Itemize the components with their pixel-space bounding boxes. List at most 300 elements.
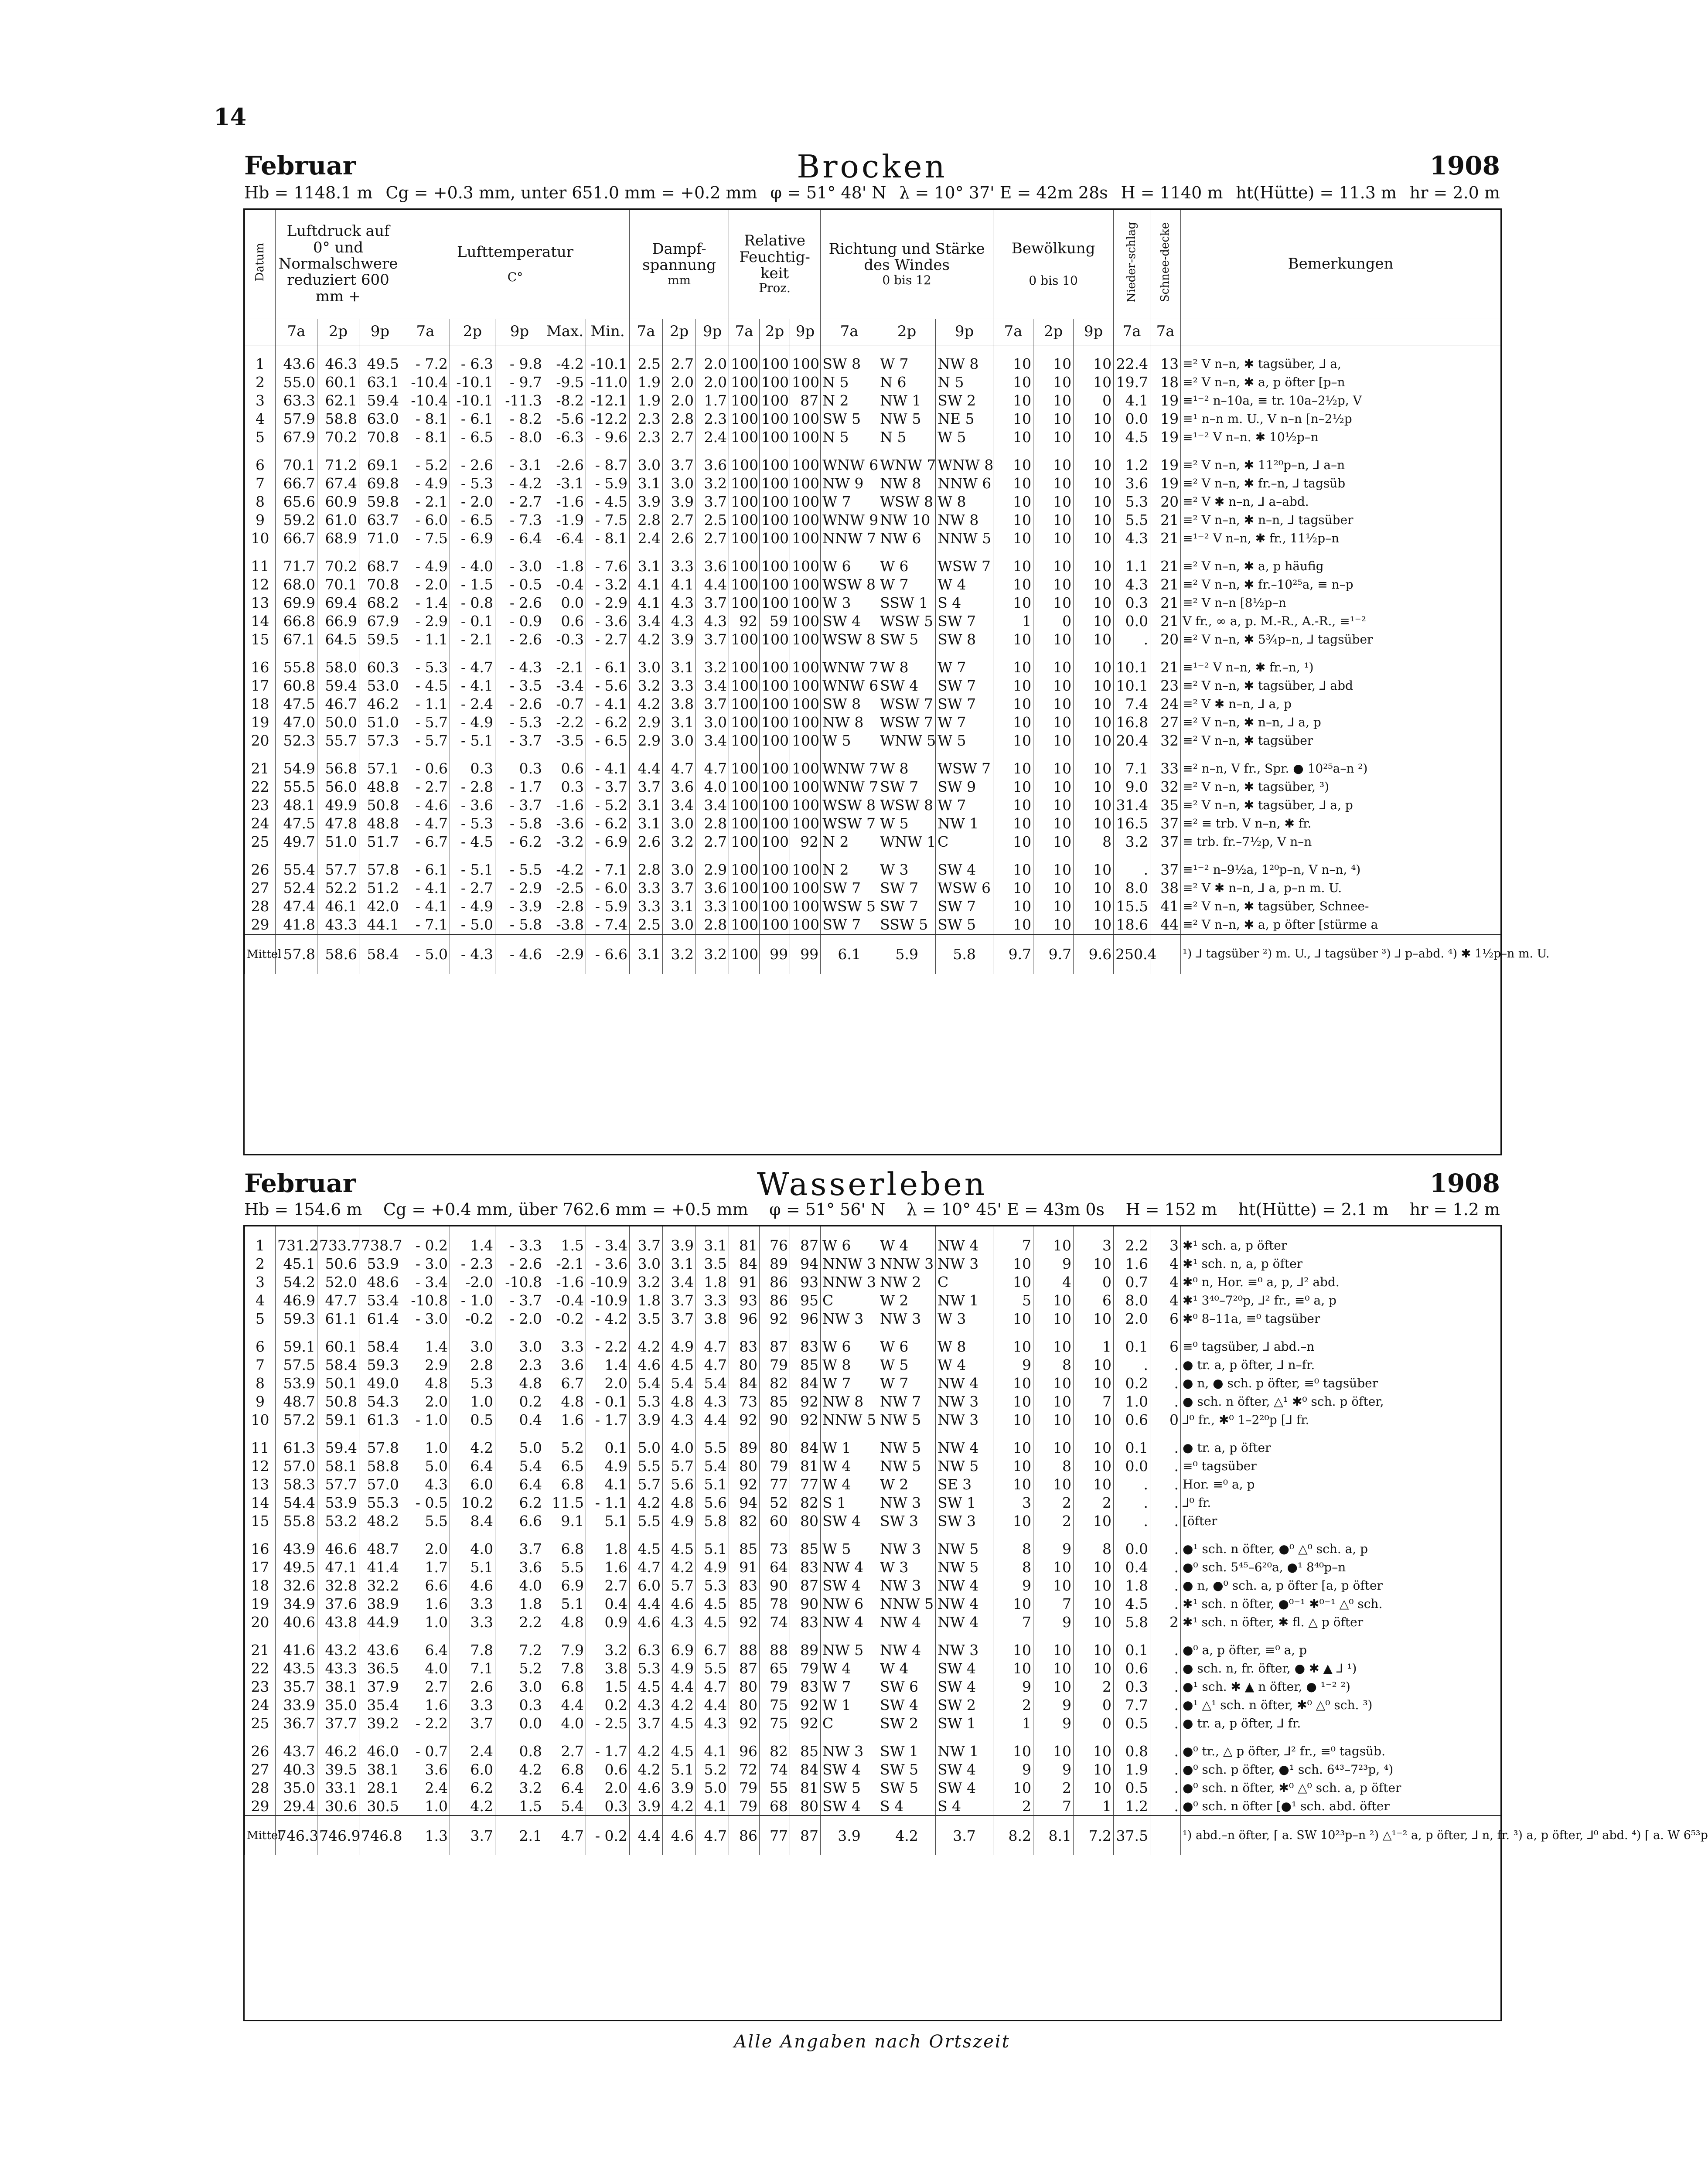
table-cell: 10 [993,1475,1033,1493]
table-cell: 0 [1150,1410,1181,1429]
table-spacer [245,851,1501,861]
table-cell: - 3.1 [495,456,544,474]
table-cell: 2.0 [401,1392,450,1410]
table-cell: 5.5 [1114,511,1150,529]
table-cell: 3.9 [663,630,696,649]
table-cell: 92 [729,1613,760,1631]
const-hb-2: Hb = 154.6 m [244,1200,362,1219]
remark-cell: ✱⁰ n, Hor. ≡⁰ a, p, ⅃² abd. [1181,1273,1501,1291]
remark-cell: ✱¹ sch. n öfter, ✱ fl. △ p öfter [1181,1613,1501,1631]
table-cell: 4.0 [544,1714,586,1732]
table-cell: 6.4 [544,1778,586,1797]
table-cell: N 5 [821,428,878,446]
table-cell: 48.7 [276,1392,317,1410]
table-cell: 3.1 [663,1254,696,1273]
table-cell: 0.0 [1114,410,1150,428]
table-cell: 1.8 [630,1291,663,1309]
table-cell: . [1150,1558,1181,1576]
table-cell: - 1.0 [401,1410,450,1429]
table-cell: - 1.7 [586,1742,630,1760]
table-cell: 3.0 [663,916,696,934]
table-cell: 10 [1033,861,1074,879]
table-cell: 5.2 [495,1659,544,1677]
table-cell: 48.8 [359,814,401,833]
table-cell: NW 5 [936,1540,993,1558]
table-cell: -6.3 [544,428,586,446]
table-cell: N 5 [878,428,936,446]
table-cell: 8 [993,1558,1033,1576]
table-cell: 10 [1033,1236,1074,1254]
table-cell: 72 [729,1760,760,1778]
table-cell: 5.5 [696,1438,729,1457]
table-cell: 70.8 [359,576,401,594]
section2-header [244,1168,1500,1203]
table-cell: 22.4 [1114,355,1150,373]
table-cell: - 2.2 [401,1714,450,1732]
datum-cell: 26 [245,1742,276,1760]
table-cell: 3.1 [630,796,663,814]
table-cell: SW 8 [821,355,878,373]
table-cell: -1.8 [544,557,586,576]
datum-cell: 2 [245,373,276,392]
table-cell: 4.5 [1114,1594,1150,1613]
remark-cell: ✱¹ sch. n öfter, ●⁰⁻¹ ✱⁰⁻¹ △⁰ sch. [1181,1594,1501,1613]
table-cell: 10 [993,1641,1033,1659]
table-cell: 4.4 [696,1410,729,1429]
remark-cell: ≡² V n–n, ✱ tagsüber, ³) [1181,778,1500,796]
table-cell: 10 [1033,474,1074,493]
remark-cell: ● tr. a, p öfter, ⅃ fr. [1181,1714,1501,1732]
table-cell: 4.8 [544,1613,586,1631]
table-cell: 63.7 [359,511,401,529]
datum-cell: 10 [245,529,276,548]
table-cell: NW 8 [821,713,878,732]
table-cell: 40.3 [276,1760,317,1778]
table-cell: SW 9 [936,778,993,796]
table-cell: 57.8 [359,861,401,879]
table-spacer [245,649,1501,658]
table-cell: 23 [1150,677,1181,695]
table-cell: 19 [1150,456,1181,474]
table-cell: NW 3 [821,1309,878,1328]
table-cell: 60.3 [359,658,401,677]
table-cell: W 4 [936,576,993,594]
table-cell: - 6.1 [586,658,630,677]
table-cell: 80 [729,1696,760,1714]
table-cell: 51.2 [359,879,401,897]
table-cell: - 5.1 [450,861,495,879]
table-cell: SW 7 [936,897,993,916]
table-cell: 57.5 [276,1356,317,1374]
table-cell: 51.0 [359,713,401,732]
table-cell: W 7 [821,493,878,511]
table-row [245,814,1501,833]
table-cell: 55.8 [276,1512,317,1530]
table-cell: 3.1 [630,814,663,833]
table-cell: 65 [760,1659,790,1677]
table-cell: 82 [760,1374,790,1392]
table-cell: 10 [1033,594,1074,612]
table-cell: NW 4 [878,1641,936,1659]
table-cell: SW 5 [878,1778,936,1797]
table-cell: 10 [1033,1392,1074,1410]
table-cell: W 3 [821,594,878,612]
table-cell: NW 3 [878,1493,936,1512]
table-cell: 0.0 [1114,1540,1150,1558]
remark-cell: ≡² V ✱ n–n, ⅃ a, p [1181,695,1500,713]
datum-cell: 17 [245,1558,276,1576]
table-cell: 92 [790,1696,821,1714]
table-cell: N 2 [821,861,878,879]
table-cell: - 4.3 [495,658,544,677]
table-row [245,428,1501,446]
table-cell: 4.1 [696,1742,729,1760]
table-cell: NW 4 [936,1236,993,1254]
table-cell: - 0.1 [450,612,495,630]
table-cell: 89 [760,1254,790,1273]
table-cell: 5.5 [630,1512,663,1530]
section2-table-frame [243,1225,1708,2021]
table-cell: 53.9 [359,1254,401,1273]
table-cell: 100 [760,916,790,934]
table-cell: 10 [1074,814,1114,833]
table-cell: - 5.9 [586,897,630,916]
remark-cell: ≡² V n–n, ✱ tagsüber [1181,732,1500,750]
table-cell: 100 [790,658,821,677]
remark-cell: ● n, ●⁰ sch. a, p öfter [a, p öfter [1181,1576,1501,1594]
table-cell: -2.8 [544,897,586,916]
table-cell: 0.1 [1114,1337,1150,1356]
table-cell: 81 [790,1457,821,1475]
table-cell: 10 [1074,594,1114,612]
table-cell: 100 [790,630,821,649]
table-cell: 7 [1033,1797,1074,1816]
table-cell: NNW 5 [821,1410,878,1429]
table-cell: - 4.5 [450,833,495,851]
table-cell: 84 [790,1760,821,1778]
table-cell: 13 [1150,355,1181,373]
table-cell: 54.3 [359,1392,401,1410]
table-cell: 3.6 [696,456,729,474]
table-cell: - 1.1 [401,630,450,649]
table-cell: 30.6 [317,1797,359,1816]
table-cell: 100 [729,557,760,576]
table-cell: 68 [760,1797,790,1816]
datum-cell: 21 [245,760,276,778]
const-hr-2: hr = 1.2 m [1409,1200,1500,1219]
table-cell: 3.2 [495,1778,544,1797]
table-cell: W 6 [821,1337,878,1356]
table-cell: 10 [1074,1613,1114,1631]
mean-cell: -2.9 [544,934,586,974]
table-cell: 738.7 [359,1236,401,1254]
table-cell: 37.6 [317,1594,359,1613]
table-cell: 0.5 [450,1410,495,1429]
table-cell: 59.4 [317,677,359,695]
table-row [245,1337,1501,1356]
table-cell: WNW 6 [821,456,878,474]
table-cell: 100 [760,833,790,851]
table-cell: 10 [993,630,1033,649]
table-row [245,1659,1501,1677]
table-cell: 100 [729,677,760,695]
table-cell: 10 [1033,833,1074,851]
table-cell: 10 [1074,796,1114,814]
table-cell: -2.2 [544,713,586,732]
table-cell: 3.4 [663,1273,696,1291]
table-cell: 0.3 [1114,1677,1150,1696]
table-cell: 3.0 [663,814,696,833]
table-cell: NW 4 [936,1613,993,1631]
table-cell: 10 [993,1594,1033,1613]
table-cell: 6.8 [544,1475,586,1493]
table-cell: 68.0 [276,576,317,594]
table-cell: 10 [1074,373,1114,392]
section1-constants [244,183,1500,202]
table-cell: 55.8 [276,658,317,677]
table-cell: NW 5 [878,1457,936,1475]
table-cell: SW 2 [878,1714,936,1732]
table-cell: 2.8 [696,814,729,833]
table-cell: 3.1 [630,557,663,576]
remark-cell: ●⁰ tr., △ p öfter, ⅃² fr., ≡⁰ tagsüb. [1181,1742,1501,1760]
table-cell: 57.0 [276,1457,317,1475]
table-cell: . [1150,1696,1181,1714]
table-cell: 18 [1150,373,1181,392]
table-cell: W 5 [821,1540,878,1558]
table-cell: 10 [993,1512,1033,1530]
table-cell: - 5.7 [401,713,450,732]
table-cell: 0.8 [495,1742,544,1760]
table-cell: - 5.5 [495,861,544,879]
table-cell: 10 [993,814,1033,833]
table-cell: 3.8 [586,1659,630,1677]
table-cell: 10 [1074,1457,1114,1475]
table-cell: 2 [993,1797,1033,1816]
table-cell: -3.8 [544,916,586,934]
table-cell: 80 [790,1512,821,1530]
section2-month: Februar [244,1168,356,1198]
table-cell: 21 [1150,658,1181,677]
table-cell: 10 [993,373,1033,392]
datum-cell: 2 [245,1254,276,1273]
table-cell: 10 [1074,1254,1114,1273]
table-cell: 21 [1150,557,1181,576]
table-cell: 5.1 [586,1512,630,1530]
table-cell: W 4 [878,1236,936,1254]
const-cg-2: Cg = +0.4 mm, über 762.6 mm = +0.5 mm [383,1200,748,1219]
table-cell: 4.7 [696,1677,729,1696]
table-cell: 46.6 [317,1540,359,1558]
table-cell: 48.1 [276,796,317,814]
table-cell: 4.3 [696,612,729,630]
table-cell: 100 [729,456,760,474]
table-cell: 49.5 [276,1558,317,1576]
table-cell: 100 [790,677,821,695]
section2-table [245,1226,1708,1855]
table-cell: 4.5 [663,1714,696,1732]
table-cell: 61.3 [359,1410,401,1429]
table-cell: WNW 7 [821,760,878,778]
mean-cell: 4.6 [663,1816,696,1855]
table-cell: 0.4 [1114,1558,1150,1576]
table-cell: W 7 [936,658,993,677]
table-cell: 52.0 [317,1273,359,1291]
table-cell: 59.5 [359,630,401,649]
table-cell: 4.3 [696,1392,729,1410]
table-cell: WNW 7 [821,778,878,796]
mean-cell: 8.1 [1033,1816,1074,1855]
table-cell: 10 [1074,1778,1114,1797]
table-cell: . [1114,1475,1150,1493]
table-cell: 50.6 [317,1254,359,1273]
table-cell: 2.0 [696,355,729,373]
table-cell: - 3.6 [586,1254,630,1273]
table-cell: 44 [1150,916,1181,934]
table-cell: W 8 [878,760,936,778]
table-cell: 10 [1074,732,1114,750]
table-cell: 10 [1074,1659,1114,1677]
table-cell: 9 [1033,1760,1074,1778]
table-cell: 49.5 [359,355,401,373]
table-cell: - 2.7 [401,778,450,796]
table-cell: 2 [1033,1778,1074,1797]
table-cell: - 3.5 [495,677,544,695]
table-cell: 33 [1150,760,1181,778]
footnote: ¹) abd.–n öfter, ⌈ a. SW 10²³p–n ²) △¹⁻² a, p öfter, ⅃ n, fr. ³) a, p öfter, ⅃⁰ abd. ⁴) ⌈ a. W 6⁵³p [1181,1816,1501,1855]
table-cell: 100 [729,916,760,934]
remark-cell: ≡² V ✱ n–n, ⅃ a, p–n m. U. [1181,879,1500,897]
table-cell: 10 [1074,861,1114,879]
table-cell: W 7 [936,713,993,732]
table-cell: . [1150,1512,1181,1530]
table-cell: W 6 [878,1337,936,1356]
table-cell: 20 [1150,630,1181,649]
table-cell: NNW 3 [878,1254,936,1273]
datum-cell: 24 [245,814,276,833]
table-cell: 10 [1033,1410,1074,1429]
table-cell: - 6.2 [586,814,630,833]
table-cell: 10 [993,557,1033,576]
table-cell: W 5 [821,732,878,750]
table-cell: NW 3 [878,1309,936,1328]
datum-cell: 26 [245,861,276,879]
table-cell: 2.9 [401,1356,450,1374]
mean-cell: 57.8 [276,934,317,974]
table-cell: 43.7 [276,1742,317,1760]
remark-cell: ≡² V n–n, ✱ n–n, ⅃ a, p [1181,713,1500,732]
table-cell: 92 [760,1309,790,1328]
table-cell: 9.0 [1114,778,1150,796]
table-cell: W 2 [878,1291,936,1309]
table-cell: 10 [993,1309,1033,1328]
table-cell: 2.5 [696,511,729,529]
table-cell: 1.9 [1114,1760,1150,1778]
table-cell: W 7 [821,1374,878,1392]
table-cell: . [1150,1641,1181,1659]
table-cell: 2.8 [696,916,729,934]
table-cell: 4.6 [450,1576,495,1594]
table-cell: 10 [993,1254,1033,1273]
table-cell: 10 [993,1438,1033,1457]
table-cell: 2.7 [696,529,729,548]
table-cell: 2.0 [586,1778,630,1797]
table-cell: - 0.1 [586,1392,630,1410]
mean-cell: 3.7 [450,1816,495,1855]
table-cell: 4 [1150,1291,1181,1309]
table-cell: 66.7 [276,474,317,493]
datum-cell: 28 [245,897,276,916]
datum-cell: 12 [245,1457,276,1475]
table-cell: 46.2 [317,1742,359,1760]
table-cell: 0 [1033,612,1074,630]
table-cell: 5.7 [630,1475,663,1493]
remark-cell: ⅃⁰ fr. [1181,1493,1501,1512]
table-cell: WNW 1 [878,833,936,851]
table-cell: 10 [1074,576,1114,594]
table-cell: SSW 5 [878,916,936,934]
table-cell: 94 [729,1493,760,1512]
const-h-2: H = 152 m [1125,1200,1217,1219]
table-cell: 2.3 [630,410,663,428]
table-cell: WSW 8 [821,576,878,594]
table-cell: NW 4 [936,1438,993,1457]
table-cell: 100 [760,879,790,897]
table-spacer [245,750,1501,760]
table-cell: 3.6 [544,1356,586,1374]
table-cell: 100 [790,594,821,612]
datum-cell: 10 [245,1410,276,1429]
table-cell: 10 [1033,1309,1074,1328]
table-cell: 10 [993,713,1033,732]
table-cell: 4.7 [696,760,729,778]
table-cell: 4.9 [696,1558,729,1576]
table-cell: 10 [993,493,1033,511]
table-cell: 3.7 [663,456,696,474]
table-cell: 0.0 [495,1714,544,1732]
table-cell: 100 [760,557,790,576]
table-cell: 4.4 [630,760,663,778]
table-cell: 59.3 [276,1309,317,1328]
table-cell: 100 [729,428,760,446]
datum-cell: 16 [245,658,276,677]
table-cell: 49.7 [276,833,317,851]
datum-cell: 29 [245,1797,276,1816]
table-cell: 16.8 [1114,713,1150,732]
remark-cell: ⅃⁰ fr., ✱⁰ 1–2²⁰p [⅃ fr. [1181,1410,1501,1429]
table-cell: 2.5 [630,355,663,373]
table-cell: 4.2 [663,1797,696,1816]
table-cell: 43.8 [317,1613,359,1631]
table-cell: S 4 [936,1797,993,1816]
table-cell: 2.2 [495,1613,544,1631]
table-cell: 77 [790,1475,821,1493]
table-cell: 57.1 [359,760,401,778]
table-cell: W 4 [936,1356,993,1374]
table-spacer [245,1631,1501,1641]
table-cell: 35.4 [359,1696,401,1714]
table-cell: 68.2 [359,594,401,612]
table-cell: 1.6 [586,1558,630,1576]
remark-cell: ●⁰ sch. n öfter, ✱⁰ △⁰ sch. a, p öfter [1181,1778,1501,1797]
table-cell: 7.8 [450,1641,495,1659]
table-cell: - 8.7 [586,456,630,474]
table-cell: - 8.1 [401,428,450,446]
table-row [245,778,1501,796]
mean-cell: 4.2 [878,1816,936,1855]
table-cell: - 0.2 [401,1236,450,1254]
table-cell: 4.6 [663,1594,696,1613]
